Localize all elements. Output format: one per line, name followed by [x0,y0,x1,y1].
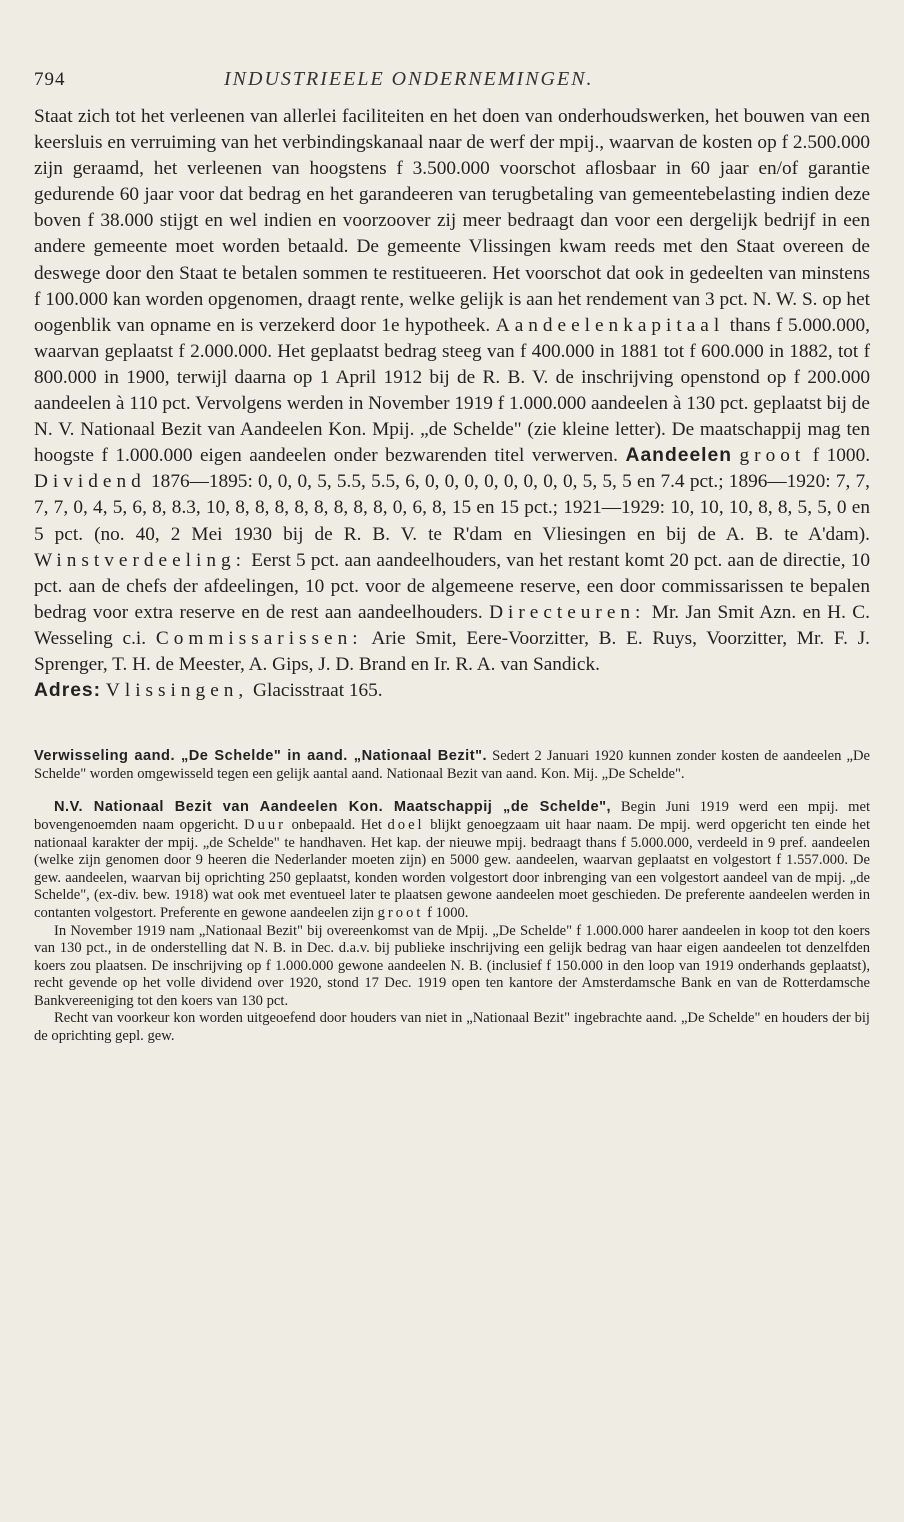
label-doel: doel [387,816,425,833]
section-verwisseling [34,748,870,783]
label-groot: groot [377,904,424,921]
section-text: f 1000. [427,904,469,921]
label-dividend: Dividend [34,471,146,493]
label-aandeelenkapitaal: Aandeelenkapitaal [495,314,725,336]
section-text: onbepaald. Het [291,816,382,833]
running-title: INDUSTRIEELE ONDERNEMINGEN. [224,68,594,90]
section-paragraph: In November 1919 nam „Nationaal Bezit" bij overeenkomst van de Mpij. „De Schelde" f 1.000.000 harer aandeelen in koop tot den koers van 130 pct., in de onderstelling dat N. B. in Dec. d.a.v. bij publieke inschrijving een gelijk bedrag van haar eigen aandeelen tot denzelfden koers zou plaatsen. De inschrijving op f 1.000.000 gewone aandeelen N. B. (inclusief f 150.000 in den loop van 1919 onderhands geplaatst), recht gevende op het volle dividend over 1920, stond 17 Dec. 1919 open ten kantore der Amsterdamsche Bank en van de Rotterdamsche Bankvereeniging tot den koers van 130 pct. [34,922,870,1009]
text-directeuren: Mr. Jan Smit Azn. en H. C. Wesseling c.i. [34,601,870,649]
section-text: blijkt genoegzaam uit haar naam. De mpij. werd opgericht ten einde het nationaal karakter der mpij. „de Schelde" te handhaven. Het kap. der nieuwe mpij. bedraagt thans f 5.000.000, verdeeld in 9 pref. aandeelen (welke zijn genomen door 9 heeren die Nederlander moeten zijn) en 5000 gew. aandeelen, waarvan geplaatst en volgestort f 1.557.000. De gew. aandeelen, waarvan bij oprichting 250 geplaatst, konden worden volgestort door inbrenging van een volgestort aandeel van de mpij. „de Schelde", (ex-div. bew. 1918) wat ook met eventueel later te plaatsen gewone aandeelen moet geschieden. De preferente aandeelen werden in contanten volgestort. Preferente en gewone aandeelen zijn [34,816,870,921]
address-line [34,678,870,704]
text-kapitaal: thans f 5.000.000, waarvan geplaatst f 2.000.000. Het geplaatst bedrag steeg van f 400.000 in 1881 tot f 600.000 in 1882, tot f 800.000 in 1900, terwijl daarna op 1 April 1912 bij de R. B. V. de inschrijving openstond op f 200.000 aandeelen à 110 pct. Vervolgens werden in November 1919 f 1.000.000 aandeelen à 130 pct. geplaatst bij de N. V. Nationaal Bezit van Aandeelen Kon. Mpij. „de Schelde" (zie kleine letter). De maatschappij mag ten hoogste f 1.000.000 eigen aandeelen onder bezwarenden titel verwerven. [34,314,870,467]
section-paragraph [34,799,870,922]
label-adres: Adres: [34,680,102,702]
label-winstverdeeling: Winstverdeeling: [34,549,247,571]
section-title: Verwisseling aand. „De Schelde" in aand. „Nationaal Bezit". [34,748,488,765]
label-commissarissen: Commissarissen: [155,627,363,649]
text-dividend: 1876—1895: 0, 0, 0, 5, 5.5, 5.5, 6, 0, 0, 0, 0, 0, 0, 0, 0, 5, 5, 5 en 7.4 pct.; 1896—1920: 7, 7, 7, 7, 0, 4, 5, 6, 8, 8.3, 10, 8, 8, 8, 8, 8, 8, 8, 8, 0, 6, 8, 15 en 15 pct.; 1921—1929: 10, 10, 10, 8, 8, 5, 5, 0 en 5 pct. (no. 40, 2 Mei 1930 bij de R. B. V. te R'dam en Vliesingen en bij de A. B. te A'dam). [34,471,870,545]
section-paragraph [34,748,870,783]
text-nominal: f 1000. [812,445,871,467]
section-paragraph: Recht van voorkeur kon worden uitgeoefend door houders van niet in „Nationaal Bezit" ingebrachte aand. „De Schelde" en houders der bij de oprichting gepl. gew. [34,1010,870,1045]
main-paragraph [34,104,870,678]
main-text [34,104,870,704]
page-header [34,68,870,98]
section-nationaal-bezit [34,799,870,1045]
text-winstverdeeling: Eerst 5 pct. aan aandeelhouders, van het restant komt 20 pct. aan de directie, 10 pct. aan de chefs der afdeelingen, 10 pct. voor de algemeene reserve, een door commissarissen te bepalen bedrag voor extra reserve en de rest aan aandeelhouders. [34,549,870,623]
section-text: Sedert 2 Januari 1920 kunnen zonder kosten de aandeelen „De Schelde" worden omgewisseld tegen een gelijk aantal aand. Nationaal Bezit van aand. Kon. Mij. „De Schelde". [34,748,871,782]
text-intro: Staat zich tot het verleenen van allerlei faciliteiten en het doen van onderhoudswerken, het bouwen van een keersluis en verruiming van het verbindingskanaal naar de werf der mpij., waarvan de kosten op f 2.500.000 zijn geraamd, het verleenen van hoogstens f 3.500.000 voorschot aflosbaar in 60 jaar en/of garantie gedurende 60 jaar voor dat bedrag en het garandeeren van terugbetaling van gemeentebelasting indien deze boven f 38.000 stijgt en wel indien en voorzoover zij meer bedraagt dan voor een dergelijk bedrijf in een andere gemeente moet worden betaald. De gemeente Vlissingen kwam reeds met den Staat overeen de deswege door den Staat te betalen sommen te restitueeren. Het voorschot dat ook in gedeelten van minstens f 100.000 kan worden opgenomen, draagt rente, welke gelijk is aan het rendement van 3 pct. N. W. S. op het oogenblik van opname en is verzekerd door 1e hypotheek. [34,106,870,336]
label-groot: groot [739,445,806,467]
section-text: Begin Juni 1919 werd een mpij. met bovengenoemden naam opgericht. [34,799,870,833]
address-city: Vlissingen, [105,680,249,702]
label-aandeelen: Aandeelen [625,445,733,467]
section-title: N.V. Nationaal Bezit van Aandeelen Kon. Maatschappij „de Schelde", [54,799,612,816]
label-duur: Duur [244,816,287,833]
label-directeuren: Directeuren: [489,601,646,623]
page-number: 794 [34,69,66,90]
text-commissarissen: Arie Smit, Eere-Voorzitter, B. E. Ruys, Voorzitter, Mr. F. J. Sprenger, T. H. de Meester, A. Gips, J. D. Brand en Ir. R. A. van Sandick. [34,627,871,675]
address-street: Glacisstraat 165. [253,680,383,702]
